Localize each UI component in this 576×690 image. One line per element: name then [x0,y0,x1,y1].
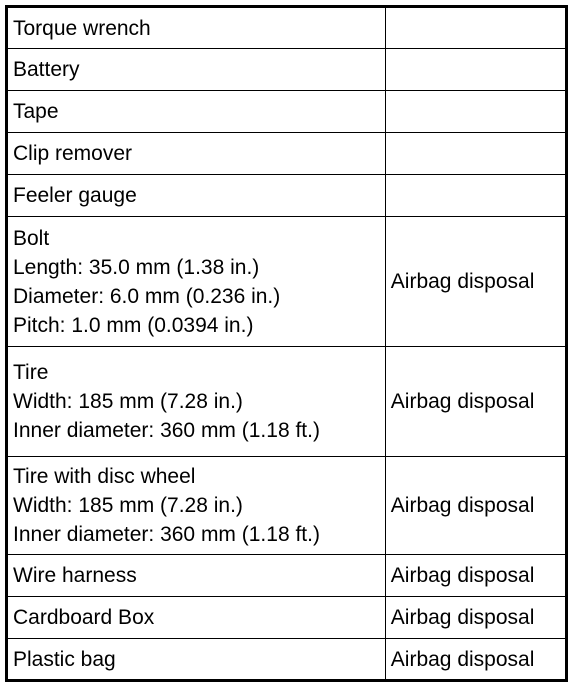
note-cell [385,49,566,91]
item-cell [7,347,386,457]
table-row [7,175,567,217]
item-cell [7,91,386,133]
note-cell: Airbag disposal [385,217,566,347]
item-line: Width: 185 mm (7.28 in.) [13,390,243,413]
item-line: Clip remover [13,142,133,165]
tools-table [5,5,568,682]
item-line: Inner diameter: 360 mm (1.18 ft.) [13,523,320,546]
table-row [7,217,567,347]
table-row [7,639,567,681]
item-line: Pitch: 1.0 mm (0.0394 in.) [13,313,254,337]
table-row [7,49,567,91]
item-cell [7,555,386,597]
note-cell: Airbag disposal [385,555,566,597]
item-line: Width: 185 mm (7.28 in.) [13,494,243,517]
item-line: Inner diameter: 360 mm (1.18 ft.) [13,419,320,442]
note-cell: Airbag disposal [385,597,566,639]
item-line: Tire [13,361,49,384]
item-cell [7,133,386,175]
item-line: Torque wrench [13,16,151,40]
item-line: Wire harness [13,564,137,587]
item-line: Feeler gauge [13,184,137,207]
item-cell [7,217,386,347]
table-row [7,457,567,555]
table-row [7,133,567,175]
item-cell [7,49,386,91]
note-cell [385,91,566,133]
table-row [7,347,567,457]
item-line: Battery [13,58,80,81]
table-row [7,555,567,597]
table-row [7,91,567,133]
item-line: Plastic bag [13,647,116,671]
item-line: Tire with disc wheel [13,465,196,488]
note-cell [385,7,566,49]
item-cell [7,175,386,217]
item-cell [7,639,386,681]
note-cell: Airbag disposal [385,347,566,457]
item-cell [7,7,386,49]
item-line: Diameter: 6.0 mm (0.236 in.) [13,284,281,308]
item-cell [7,597,386,639]
note-cell [385,175,566,217]
note-cell [385,133,566,175]
item-line: Bolt [13,226,50,250]
item-cell [7,457,386,555]
item-line: Cardboard Box [13,606,155,629]
item-line: Length: 35.0 mm (1.38 in.) [13,255,260,279]
table-row [7,597,567,639]
table-row [7,7,567,49]
note-cell: Airbag disposal [385,639,566,681]
note-cell: Airbag disposal [385,457,566,555]
item-line: Tape [13,100,59,123]
